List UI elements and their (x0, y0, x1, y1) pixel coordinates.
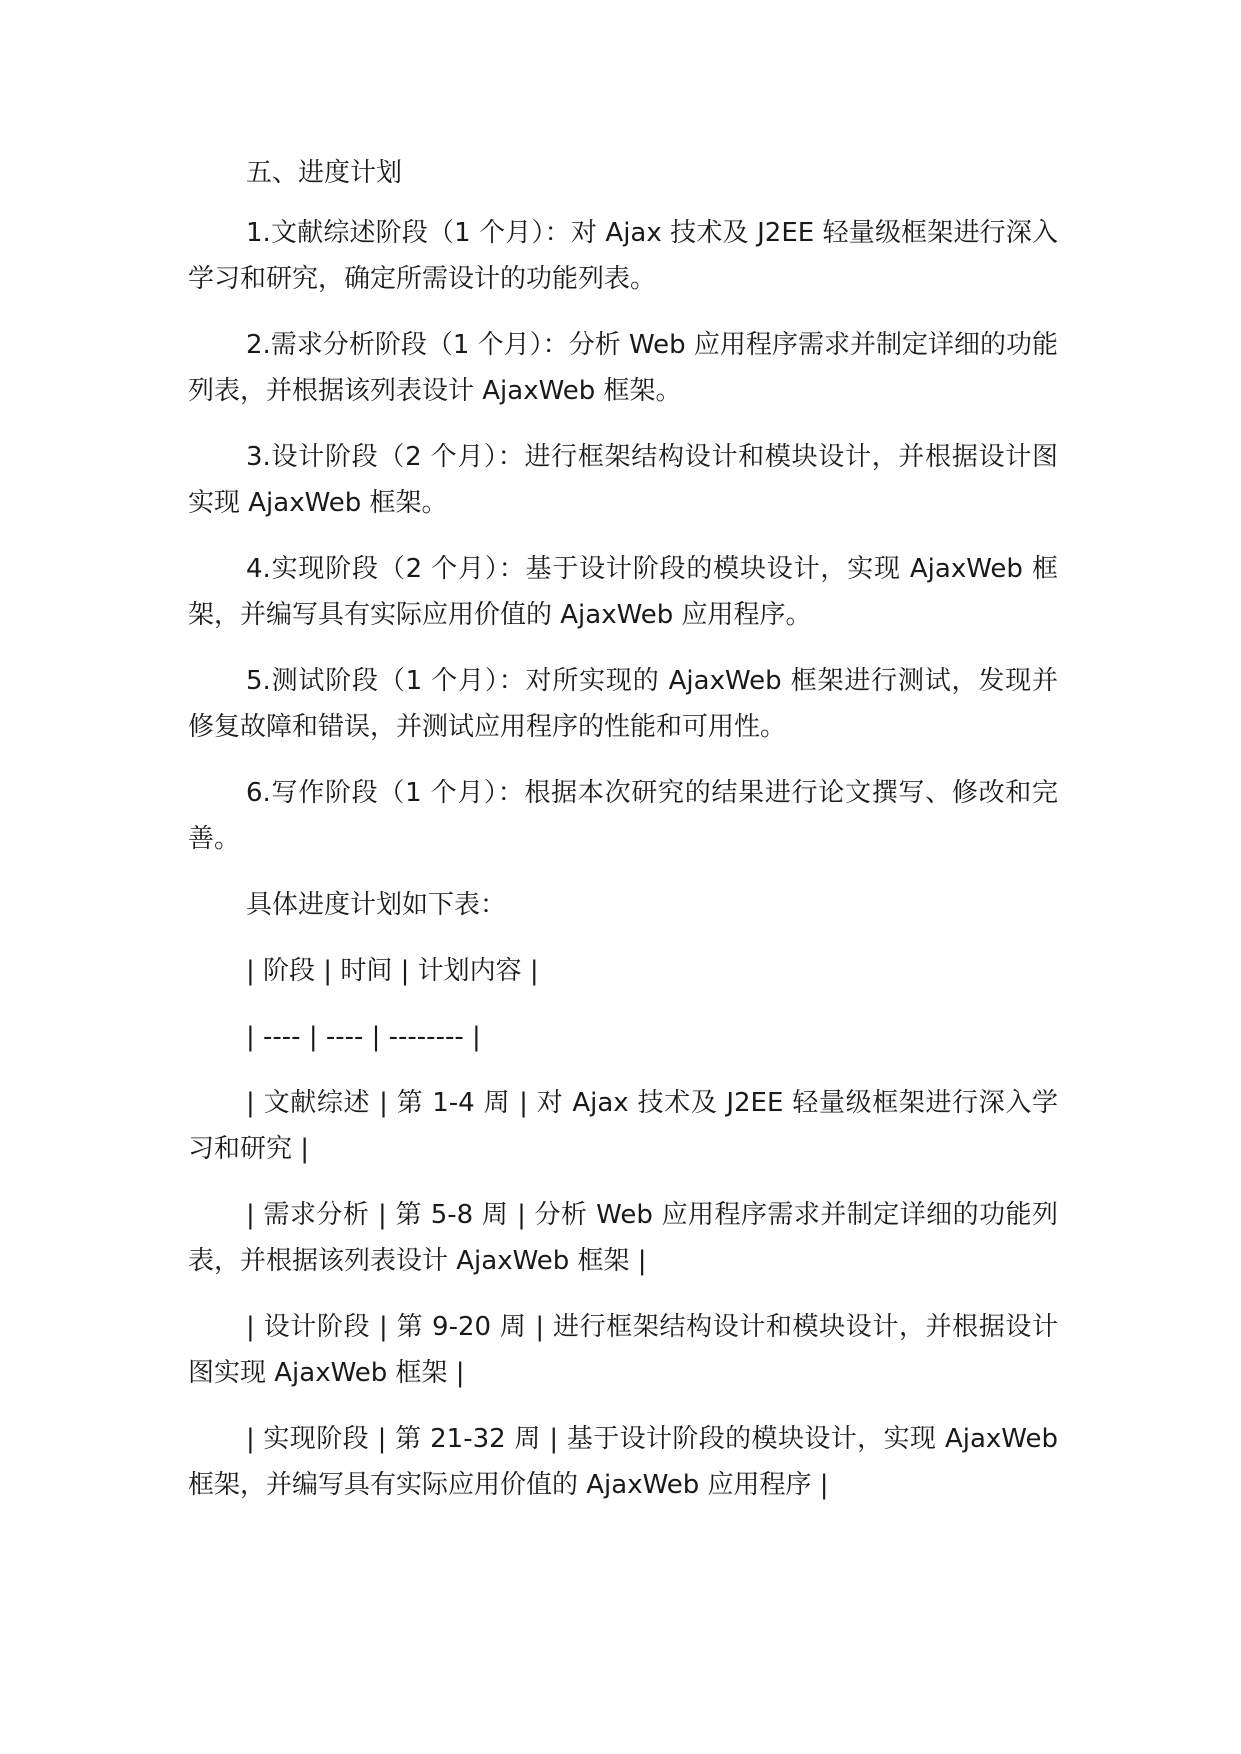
section-title: 五、进度计划 (246, 158, 403, 188)
stage-paragraph: 3.设计阶段（2 个月）：进行框架结构设计和模块设计，并根据设计图实现 AjaxWeb 框架。 (188, 442, 1058, 518)
table-separator-line: | ---- | ---- | -------- | (246, 1022, 481, 1052)
stage-paragraph: 4.实现阶段（2 个月）：基于设计阶段的模块设计，实现 AjaxWeb 框架，并编写具有实际应用价值的 AjaxWeb 应用程序。 (188, 554, 1058, 630)
stage-paragraph: 5.测试阶段（1 个月）：对所实现的 AjaxWeb 框架进行测试，发现并修复故障和错误，并测试应用程序的性能和可用性。 (188, 666, 1058, 742)
table-header-line: | 阶段 | 时间 | 计划内容 | (246, 956, 539, 986)
stage-paragraph: 2.需求分析阶段（1 个月）：分析 Web 应用程序需求并制定详细的功能列表，并根据该列表设计 AjaxWeb 框架。 (188, 330, 1058, 406)
table-row-line: | 实现阶段 | 第 21-32 周 | 基于设计阶段的模块设计，实现 AjaxWeb 框架，并编写具有实际应用价值的 AjaxWeb 应用程序 | (188, 1424, 1058, 1500)
table-row-line: | 设计阶段 | 第 9-20 周 | 进行框架结构设计和模块设计，并根据设计图实现 AjaxWeb 框架 | (188, 1312, 1058, 1388)
table-row-line: | 文献综述 | 第 1-4 周 | 对 Ajax 技术及 J2EE 轻量级框架进行深入学习和研究 | (188, 1088, 1058, 1164)
stage-paragraph: 1.文献综述阶段（1 个月）：对 Ajax 技术及 J2EE 轻量级框架进行深入学习和研究，确定所需设计的功能列表。 (188, 218, 1058, 294)
table-row-line: | 需求分析 | 第 5-8 周 | 分析 Web 应用程序需求并制定详细的功能列表，并根据该列表设计 AjaxWeb 框架 | (188, 1200, 1058, 1276)
document-page (188, 150, 1058, 1528)
stage-paragraph: 6.写作阶段（1 个月）：根据本次研究的结果进行论文撰写、修改和完善。 (188, 778, 1058, 854)
table-intro: 具体进度计划如下表： (246, 890, 507, 920)
